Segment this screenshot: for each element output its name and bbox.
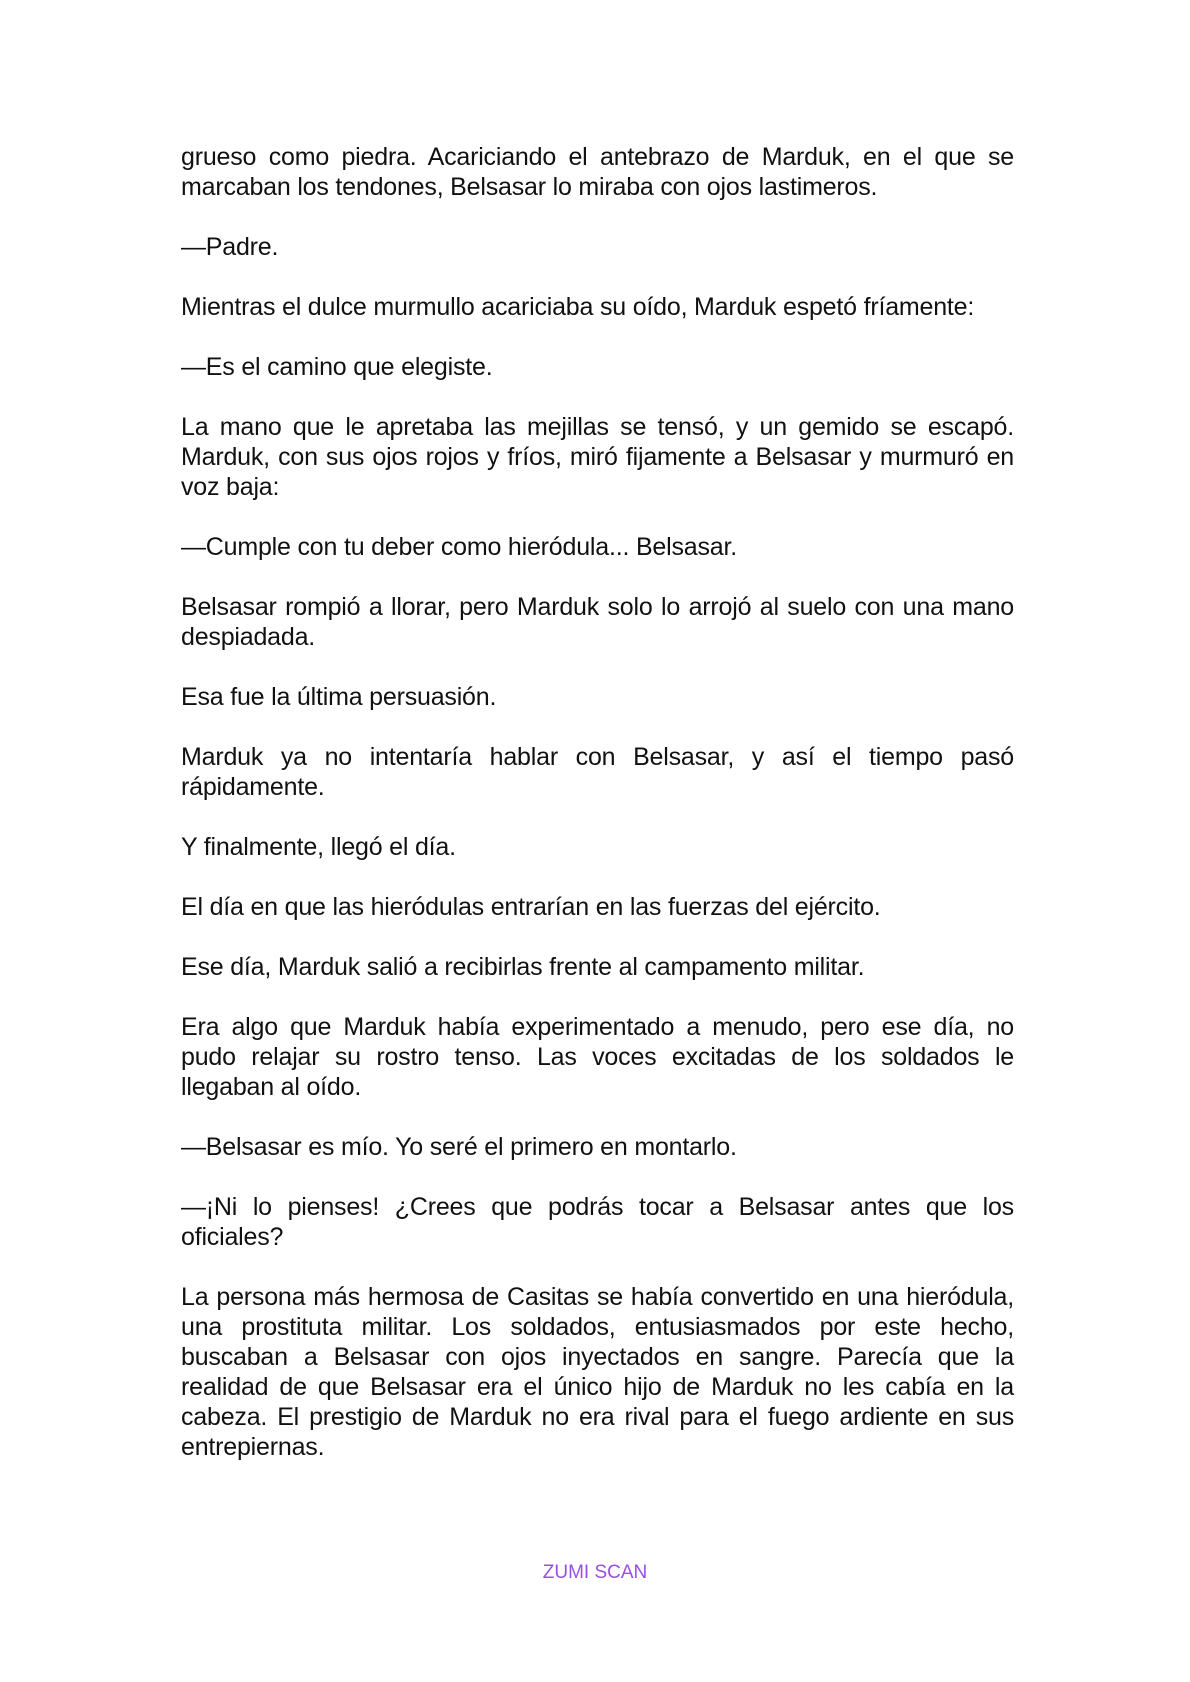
- document-body: [181, 142, 1014, 1492]
- paragraph: El día en que las hieródulas entrarían en las fuerzas del ejército.: [181, 893, 881, 921]
- paragraph: Mientras el dulce murmullo acariciaba su oído, Marduk espetó fríamente:: [181, 293, 975, 321]
- paragraph: Y finalmente, llegó el día.: [181, 833, 456, 861]
- scan-credit-footer: ZUMI SCAN: [542, 1562, 648, 1583]
- paragraph: La persona más hermosa de Casitas se había convertido en una hieródula, una prostituta militar. Los soldados, entusiasmados por este hecho, buscaban a Belsasar con ojos inyectados en sangre. Parecía que la realidad de que Belsasar era el único hijo de Marduk no les cabía en la cabeza. El prestigio de Marduk no era rival para el fuego ardiente en sus entrepiernas.: [181, 1283, 1014, 1461]
- paragraph: Era algo que Marduk había experimentado a menudo, pero ese día, no pudo relajar su rostro tenso. Las voces excitadas de los soldados le llegaban al oído.: [181, 1013, 1014, 1101]
- dialogue-line: —Cumple con tu deber como hieródula... Belsasar.: [181, 533, 737, 561]
- dialogue-line: —Padre.: [181, 233, 279, 261]
- paragraph: Esa fue la última persuasión.: [181, 683, 497, 711]
- paragraph: Marduk ya no intentaría hablar con Belsasar, y así el tiempo pasó rápidamente.: [181, 743, 1014, 801]
- paragraph: Belsasar rompió a llorar, pero Marduk solo lo arrojó al suelo con una mano despiadada.: [181, 593, 1014, 651]
- dialogue-line: —¡Ni lo pienses! ¿Crees que podrás tocar a Belsasar antes que los oficiales?: [181, 1193, 1014, 1251]
- dialogue-line: —Belsasar es mío. Yo seré el primero en montarlo.: [181, 1133, 737, 1161]
- paragraph: Ese día, Marduk salió a recibirlas frente al campamento militar.: [181, 953, 865, 981]
- paragraph: La mano que le apretaba las mejillas se tensó, y un gemido se escapó. Marduk, con sus ojos rojos y fríos, miró fijamente a Belsasar y murmuró en voz baja:: [181, 413, 1014, 501]
- paragraph: grueso como piedra. Acariciando el antebrazo de Marduk, en el que se marcaban los tendones, Belsasar lo miraba con ojos lastimeros.: [181, 143, 1014, 201]
- dialogue-line: —Es el camino que elegiste.: [181, 353, 493, 381]
